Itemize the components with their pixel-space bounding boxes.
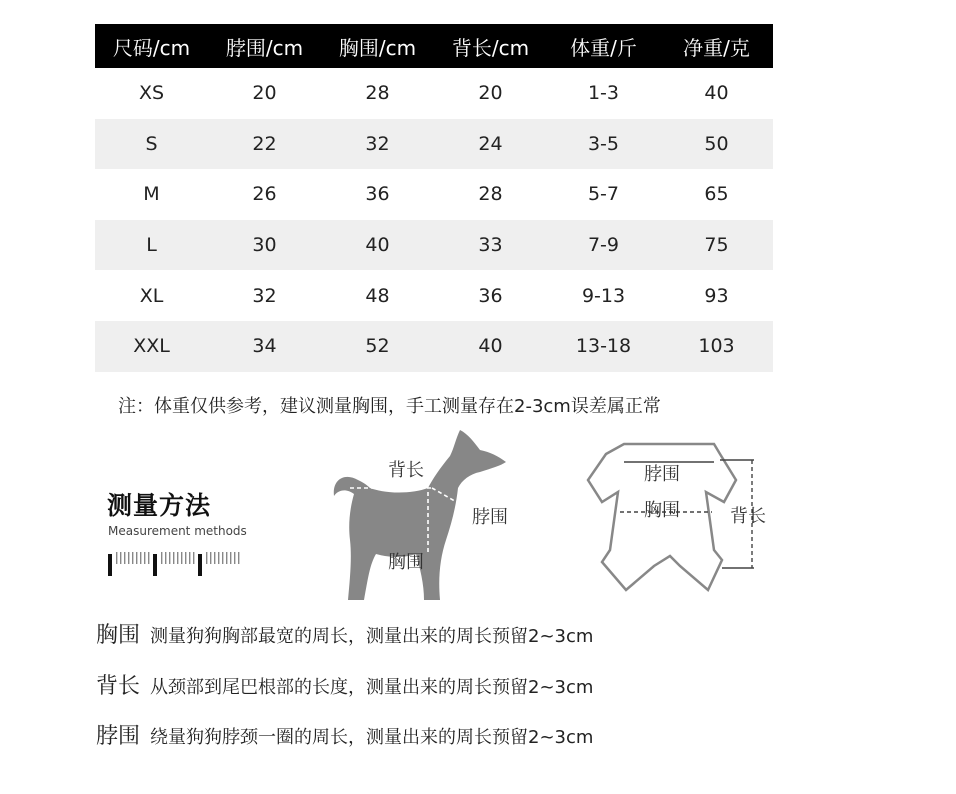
header-weight: 体重/斤 (547, 24, 660, 68)
desc-text: 测量狗狗胸部最宽的周长，测量出来的周长预留2~3cm (150, 626, 594, 647)
table-row (95, 220, 773, 271)
cell-neck: 22 (208, 119, 321, 170)
cell-net-weight: 40 (704, 82, 729, 105)
header-chest: 胸围/cm (321, 24, 434, 68)
cell-weight: 5-7 (587, 183, 620, 206)
cell-chest: 32 (321, 119, 434, 170)
method-title: 测量方法 (107, 491, 212, 520)
dog-back-label: 背长 (388, 460, 424, 481)
cell-neck: 26 (252, 183, 277, 206)
cell-neck: 32 (252, 284, 277, 307)
clothes-chest-label: 胸围 (644, 500, 680, 521)
cell-chest: 48 (365, 284, 390, 307)
dog-measurement-diagram (320, 428, 540, 608)
desc-term: 背长 (96, 674, 141, 699)
desc-back (96, 669, 593, 700)
cell-neck: 34 (208, 321, 321, 372)
table-header-row (95, 24, 773, 68)
cell-chest: 28 (365, 82, 390, 105)
cell-weight: 3-5 (547, 119, 660, 170)
method-subtitle: Measurement methods (108, 524, 247, 538)
cell-back: 28 (478, 183, 503, 206)
cell-chest: 36 (365, 183, 390, 206)
header-back: 背长/cm (434, 24, 547, 68)
table-row (95, 119, 773, 170)
desc-term: 脖围 (96, 724, 141, 749)
table-row (95, 321, 773, 372)
cell-size: XL (139, 284, 164, 307)
cell-neck: 30 (208, 220, 321, 271)
cell-net-weight: 103 (660, 321, 773, 372)
header-net-weight: 净重/克 (660, 24, 773, 68)
desc-term: 胸围 (96, 623, 141, 648)
header-neck: 脖围/cm (208, 24, 321, 68)
cell-size: S (95, 119, 208, 170)
cell-neck: 20 (252, 82, 277, 105)
cell-net-weight: 93 (704, 284, 729, 307)
cell-weight: 1-3 (587, 82, 620, 105)
cell-size: XS (138, 82, 165, 105)
size-chart-table (95, 24, 773, 372)
cell-back: 20 (478, 82, 503, 105)
cell-size: M (143, 183, 160, 206)
cell-weight: 9-13 (581, 284, 626, 307)
header-size: 尺码/cm (95, 24, 208, 68)
desc-chest (96, 618, 593, 649)
cell-net-weight: 50 (660, 119, 773, 170)
table-row (95, 68, 773, 119)
cell-back: 33 (434, 220, 547, 271)
ruler-icon (106, 546, 246, 578)
weight-note: 注：体重仅供参考，建议测量胸围，手工测量存在2-3cm误差属正常 (118, 396, 661, 417)
cell-back: 36 (478, 284, 503, 307)
cell-back: 40 (434, 321, 547, 372)
cell-chest: 52 (321, 321, 434, 372)
cell-weight: 7-9 (547, 220, 660, 271)
clothes-neck-label: 脖围 (644, 464, 680, 485)
cell-size: L (95, 220, 208, 271)
dog-chest-label: 胸围 (388, 552, 424, 573)
cell-net-weight: 65 (704, 183, 729, 206)
table-row (95, 270, 773, 321)
clothes-measurement-diagram (584, 440, 784, 600)
desc-text: 从颈部到尾巴根部的长度，测量出来的周长预留2~3cm (150, 677, 594, 698)
clothes-back-label: 背长 (730, 506, 766, 527)
cell-back: 24 (434, 119, 547, 170)
cell-weight: 13-18 (547, 321, 660, 372)
dog-neck-label: 脖围 (472, 507, 508, 528)
cell-net-weight: 75 (660, 220, 773, 271)
desc-neck (96, 719, 593, 750)
desc-text: 绕量狗狗脖颈一圈的周长，测量出来的周长预留2~3cm (150, 727, 594, 748)
table-row (95, 169, 773, 220)
cell-size: XXL (95, 321, 208, 372)
cell-chest: 40 (321, 220, 434, 271)
